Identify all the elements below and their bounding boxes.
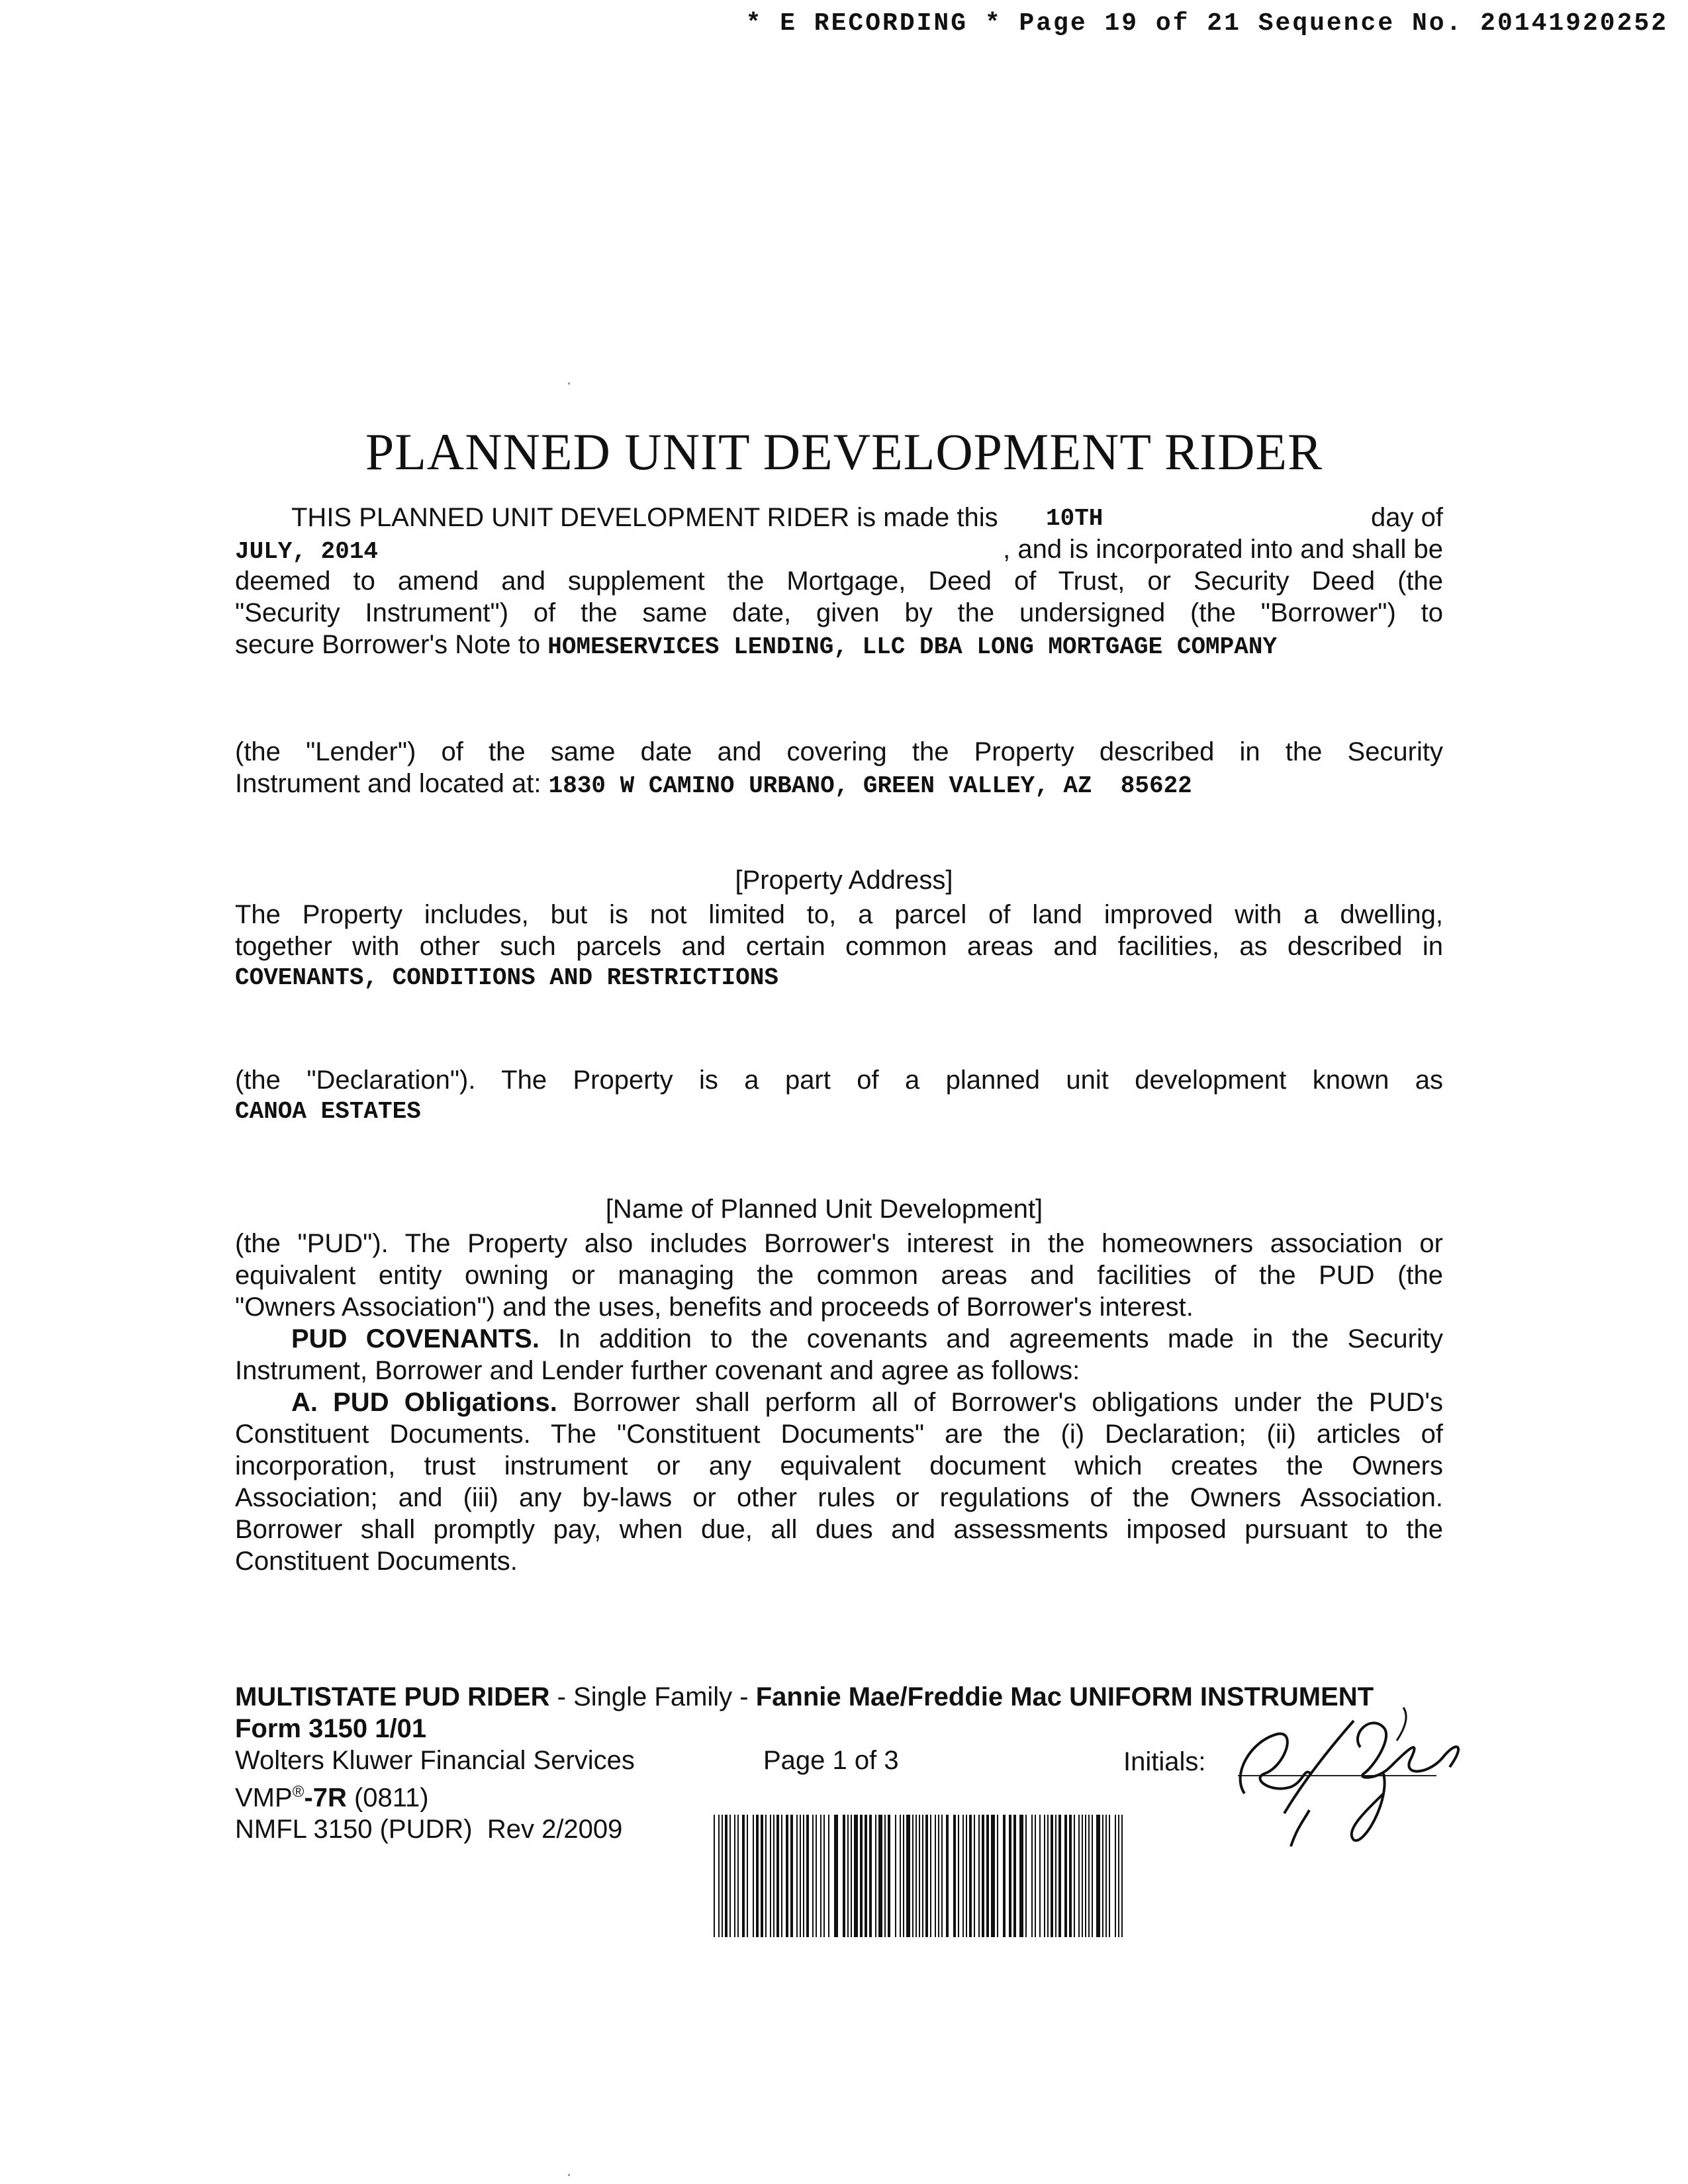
- barcode-bar: [786, 1815, 788, 1937]
- lender-line-2: [235, 768, 1443, 802]
- barcode-bar: [1118, 1815, 1119, 1937]
- intro-line-4: "Security Instrument") of the same date, given by the undersigned (the "Borrower") to: [235, 598, 1443, 627]
- page-number: Page 1 of 3: [763, 1746, 899, 1775]
- barcode-bar: [941, 1815, 943, 1937]
- obligations-line-2: Constituent Documents. The "Constituent Documents" are the (i) Declaration; (ii) articles of: [235, 1420, 1443, 1449]
- barcode-bar: [790, 1815, 793, 1937]
- barcode-bar: [1121, 1815, 1123, 1937]
- barcode-bar: [812, 1815, 814, 1937]
- barcode-bar: [718, 1815, 720, 1937]
- barcode-bar: [747, 1815, 748, 1937]
- barcode-bar: [823, 1815, 825, 1937]
- obligations-line-4: Association; and (iii) any by-laws or other rules or regulations of the Owners Association.: [235, 1483, 1443, 1512]
- barcode-bar: [903, 1815, 904, 1937]
- barcode-bar: [847, 1815, 849, 1937]
- barcode-bar: [737, 1815, 739, 1937]
- barcode-bar: [851, 1815, 852, 1937]
- barcode-bar: [800, 1815, 801, 1937]
- barcode-bar: [925, 1815, 928, 1937]
- barcode-bar: [1039, 1815, 1041, 1937]
- barcode-bar: [1105, 1815, 1107, 1937]
- barcode-bar: [1085, 1815, 1086, 1937]
- barcode-bar: [1019, 1815, 1023, 1937]
- barcode-bar: [753, 1815, 754, 1937]
- owners-line-3: "Owners Association") and the uses, benefits and proceeds of Borrower's interest.: [235, 1293, 1194, 1322]
- pud-name: CANOA ESTATES: [235, 1098, 421, 1125]
- owners-paragraph: [235, 1228, 1443, 1577]
- obligations-line-3: incorporation, trust instrument or any equivalent document which creates the Owners: [235, 1451, 1443, 1480]
- barcode-bar: [974, 1815, 975, 1937]
- declaration-paragraph: [235, 899, 1443, 994]
- obligations-line-5: Borrower shall promptly pay, when due, all dues and assessments imposed pursuant to the: [235, 1515, 1443, 1544]
- barcode-bar: [773, 1815, 774, 1937]
- form-title-sep: - Single Family -: [549, 1682, 756, 1711]
- barcode-bar: [962, 1815, 964, 1937]
- lender-name: HOMESERVICES LENDING, LLC DBA LONG MORTGAGE COMPANY: [547, 633, 1278, 660]
- barcode-bar: [860, 1815, 863, 1937]
- barcode-bar: [1078, 1815, 1080, 1937]
- declaration-name: COVENANTS, CONDITIONS AND RESTRICTIONS: [235, 964, 778, 991]
- barcode-bar: [1096, 1815, 1100, 1937]
- owners-line-1: (the "PUD"). The Property also includes Borrower's interest in the homeowners association or: [235, 1229, 1443, 1258]
- barcode-bar: [986, 1815, 989, 1937]
- form-number: Form 3150 1/01: [235, 1714, 427, 1743]
- vmp-prefix: VMP: [235, 1783, 293, 1813]
- barcode-bar: [761, 1815, 763, 1937]
- barcode-bar: [978, 1815, 980, 1937]
- barcode-bar: [922, 1815, 923, 1937]
- barcode-bar: [884, 1815, 886, 1937]
- document-title: PLANNED UNIT DEVELOPMENT RIDER: [365, 423, 1323, 480]
- barcode-bar: [1074, 1815, 1075, 1937]
- intro-incorporated-text: , and is incorporated into and shall be: [1003, 535, 1443, 564]
- barcode-bar: [803, 1815, 804, 1937]
- barcode-bar: [834, 1815, 838, 1937]
- barcode-bar: [742, 1815, 745, 1937]
- initials-signature: [1205, 1694, 1470, 1846]
- barcode-bar: [946, 1815, 949, 1937]
- obligations-line-1: [235, 1387, 1443, 1418]
- barcode-bar: [969, 1815, 972, 1937]
- rider-month-year: JULY, 2014: [235, 538, 379, 565]
- barcode-bar: [1115, 1815, 1116, 1937]
- intro-line-5: [235, 629, 1443, 663]
- barcode-bar: [875, 1815, 876, 1937]
- pud-name-caption: [Name of Planned Unit Development]: [605, 1195, 1043, 1224]
- pud-covenants-heading: PUD COVENANTS.: [291, 1324, 539, 1353]
- lender-paragraph: [235, 736, 1443, 802]
- barcode-bar: [912, 1815, 914, 1937]
- nmfl-code: NMFL 3150 (PUDR) Rev 2/2009: [235, 1815, 623, 1844]
- pud-paragraph: [235, 1064, 1443, 1128]
- barcode-bar: [816, 1815, 817, 1937]
- barcode-bar: [854, 1815, 858, 1937]
- covenants-line-2: Instrument, Borrower and Lender further covenant and agree as follows:: [235, 1356, 1080, 1385]
- barcode-bar: [1082, 1815, 1083, 1937]
- barcode-bar: [919, 1815, 920, 1937]
- barcode-bar: [843, 1815, 845, 1937]
- vmp-code: -7R: [304, 1783, 347, 1813]
- barcode-bar: [1013, 1815, 1016, 1937]
- barcode-bar: [865, 1815, 867, 1937]
- lender-line-1: (the "Lender") of the same date and covering the Property described in the Security: [235, 737, 1443, 766]
- barcode-bar: [806, 1815, 809, 1937]
- form-instrument: Fannie Mae/Freddie Mac UNIFORM INSTRUMENT: [755, 1682, 1374, 1711]
- barcode-bar: [1102, 1815, 1103, 1937]
- declaration-line-1: The Property includes, but is not limited to, a parcel of land improved with a dwelling,: [235, 900, 1443, 929]
- obligations-line-6: Constituent Documents.: [235, 1547, 518, 1576]
- barcode-bar: [915, 1815, 917, 1937]
- barcode-bar: [1069, 1815, 1072, 1937]
- scan-speck: [568, 383, 570, 385]
- intro-paragraph: [235, 502, 1443, 663]
- located-at-text: Instrument and located at:: [235, 769, 541, 798]
- barcode-bar: [770, 1815, 771, 1937]
- vmp-rev: (0811): [346, 1783, 429, 1813]
- pud-line-1: (the "Declaration"). The Property is a part of a planned unit development known as: [235, 1066, 1443, 1095]
- registered-mark: ®: [292, 1783, 305, 1801]
- barcode-bar: [725, 1815, 727, 1937]
- covenants-line-1: [235, 1323, 1443, 1355]
- barcode-bar: [888, 1815, 890, 1937]
- barcode-bar: [953, 1815, 956, 1937]
- scan-speck-bottom: [568, 2174, 570, 2176]
- barcode-bar: [714, 1815, 715, 1937]
- barcode-bar: [900, 1815, 901, 1937]
- barcode-bar: [991, 1815, 995, 1937]
- barcode-bar: [722, 1815, 723, 1937]
- barcode-bar: [781, 1815, 782, 1937]
- barcode-bar: [1092, 1815, 1093, 1937]
- barcode-bar: [1064, 1815, 1067, 1937]
- initials-label: Initials:: [1123, 1747, 1206, 1776]
- intro-line-2: [235, 533, 1443, 565]
- barcode-bar: [734, 1815, 735, 1937]
- note-to-text: secure Borrower's Note to: [235, 630, 541, 659]
- barcode-bar: [906, 1815, 910, 1937]
- day-of-text: day of: [1371, 503, 1443, 532]
- intro-line-1: [235, 502, 1443, 533]
- barcode-bar: [938, 1815, 939, 1937]
- barcode-bar: [958, 1815, 959, 1937]
- barcode-bar: [765, 1815, 767, 1937]
- covenants-text: In addition to the covenants and agreements made in the Security: [558, 1324, 1443, 1353]
- barcode-bar: [1035, 1815, 1036, 1937]
- barcode-bar: [1044, 1815, 1045, 1937]
- property-address-caption: [Property Address]: [735, 866, 953, 895]
- intro-text: THIS PLANNED UNIT DEVELOPMENT RIDER is made this: [291, 503, 998, 532]
- barcode-bar: [820, 1815, 821, 1937]
- declaration-line-2: together with other such parcels and certain common areas and facilities, as described in: [235, 932, 1443, 961]
- document-barcode: [714, 1815, 1124, 1937]
- barcode-bar: [1003, 1815, 1006, 1937]
- barcode-bar: [1025, 1815, 1027, 1937]
- intro-line-3: deemed to amend and supplement the Mortgage, Deed of Trust, or Security Deed (the: [235, 567, 1443, 596]
- barcode-bar: [997, 1815, 998, 1937]
- barcode-bar: [756, 1815, 759, 1937]
- barcode-bar: [1109, 1815, 1110, 1937]
- recording-header: * E RECORDING * Page 19 of 21 Sequence No. 20141920252: [745, 9, 1668, 38]
- form-title: MULTISTATE PUD RIDER: [235, 1682, 550, 1711]
- barcode-bar: [982, 1815, 984, 1937]
- barcode-bar: [729, 1815, 731, 1937]
- barcode-bar: [1055, 1815, 1056, 1937]
- barcode-bar: [1047, 1815, 1049, 1937]
- obligations-text: Borrower shall perform all of Borrower's obligations under the PUD's: [572, 1388, 1443, 1417]
- barcode-bar: [930, 1815, 931, 1937]
- barcode-bar: [1058, 1815, 1061, 1937]
- barcode-bar: [966, 1815, 967, 1937]
- barcode-bar: [776, 1815, 779, 1937]
- barcode-bar: [895, 1815, 896, 1937]
- barcode-bar: [828, 1815, 829, 1937]
- barcode-bar: [1009, 1815, 1011, 1937]
- barcode-bar: [1031, 1815, 1033, 1937]
- rider-day: 10TH: [1046, 505, 1103, 532]
- barcode-bar: [935, 1815, 936, 1937]
- publisher: Wolters Kluwer Financial Services: [235, 1746, 635, 1775]
- barcode-bar: [1088, 1815, 1090, 1937]
- barcode-bar: [869, 1815, 872, 1937]
- property-address: 1830 W CAMINO URBANO, GREEN VALLEY, AZ 85622: [548, 772, 1192, 799]
- pud-obligations-heading: A. PUD Obligations.: [291, 1388, 557, 1417]
- owners-line-2: equivalent entity owning or managing the common areas and facilities of the PUD (the: [235, 1261, 1443, 1290]
- barcode-bar: [796, 1815, 798, 1937]
- barcode-bar: [878, 1815, 882, 1937]
- barcode-bar: [1051, 1815, 1053, 1937]
